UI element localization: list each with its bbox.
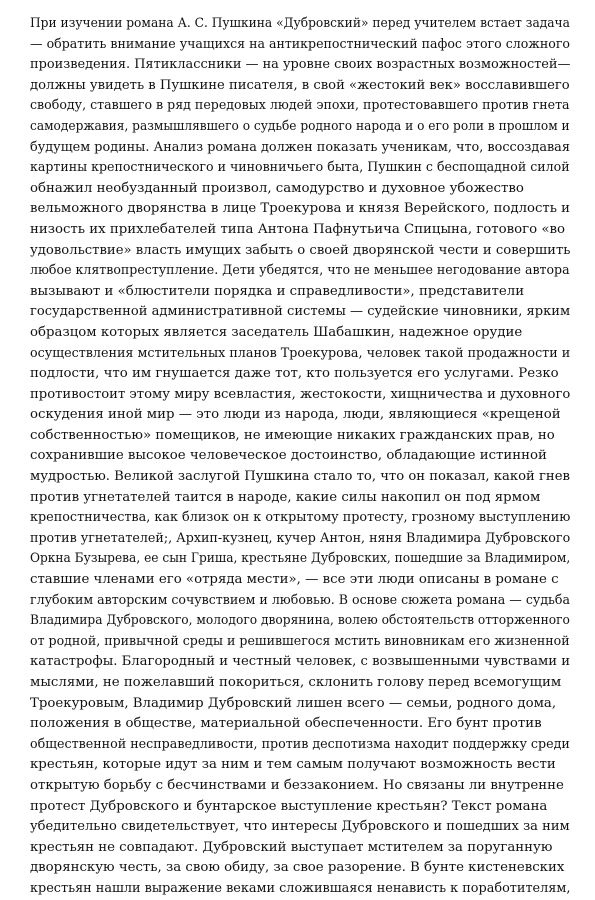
- text-line: подлости, что им гнушается даже тот, кто пользуется его услугами. Резко: [30, 366, 559, 382]
- text-line: обнажил необузданный произвол, самодурство и духовное убожество: [30, 180, 524, 196]
- text-line: будущем родины. Анализ романа должен показать ученикам, что, воссоздавая: [30, 139, 570, 155]
- text-line: протест Дубровского и бунтарское выступление крестьян? Текст романа: [30, 798, 548, 814]
- text-line: свободу, ставшего в ряд передовых людей эпохи, протестовавшего против гнета: [30, 98, 570, 114]
- text-line: удовольствие» власть имущих забыть о своей дворянской чести и совершить: [30, 242, 571, 258]
- text-line: от родной, привычной среды и решившегося мстить виновникам его жизненной: [30, 633, 570, 649]
- text-line: мыслями, не пожелавший покориться, склонить голову перед всемогущим: [30, 675, 562, 690]
- text-line: против угнетателей;, Архип-кузнец, кучер Антон, няня Владимира Дубровского: [30, 530, 571, 546]
- text-line: оскудения иной мир — это люди из народа, люди, являющиеся «крещеной: [30, 407, 561, 423]
- text-line: низость их прихлебателей типа Антона Пафнутьича Спицына, готового «во: [30, 221, 565, 237]
- text-line: — обратить внимание учащихся на антикрепостнический пафос этого сложного: [30, 36, 570, 52]
- text-line: ставшие членами его «отряда мести», — все эти люди описаны в романе с: [30, 572, 559, 588]
- text-line: крестьян не совпадают. Дубровский выступает мстителем за поруганную: [30, 839, 553, 855]
- text-line: картины крепостнического и чиновничьего быта, Пушкин с беспощадной силой: [30, 160, 570, 176]
- text-line: общественной несправедливости, против деспотизма находит поддержку среди: [30, 736, 570, 752]
- text-line: Владимира Дубровского, молодого дворянина, волею обстоятельств отторженного: [30, 613, 570, 629]
- text-line: вызывают и «блюстители порядка и справедливости», представители: [30, 283, 525, 299]
- text-line: крепостничества, как близок он к открытому протесту, грозному выступлению: [30, 510, 571, 526]
- text-line: осуществления мстительных планов Троекурова, человек такой продажности и: [30, 345, 571, 361]
- text-line: мудростью. Великой заслугой Пушкина стало то, что он показал, какой гнев: [30, 469, 570, 485]
- text-line: крестьян, которые идут за ним и тем самым получают возможность вести: [30, 757, 556, 773]
- text-line: собственностью» помещиков, не имеющие никаких гражданских прав, но: [30, 427, 555, 443]
- text-line: произведения. Пятиклассники — на уровне своих возрастных возможностей—: [30, 57, 571, 73]
- text-line: крестьян нашли выражение веками сложившаяся ненависть к поработителям,: [30, 880, 571, 896]
- text-line: открытую борьбу с бесчинствами и беззаконием. Но связаны ли внутренне: [30, 777, 564, 793]
- text-line: образцом которых является заседатель Шабашкин, надежное орудие: [30, 324, 523, 340]
- text-line: государственной административной системы — судейские чиновники, ярким: [30, 304, 571, 320]
- text-line: дворянскую честь, за свою обиду, за свое разорение. В бунте кистеневских: [30, 860, 565, 876]
- text-line: Оркна Бузырева, ее сын Гриша, крестьяне Дубровских, пошедшие за Владимиром,: [30, 551, 571, 567]
- text-line: противостоит этому миру всевластия, жестокости, хищничества и духовного: [30, 386, 571, 402]
- text-line: любое клятвопреступление. Дети убедятся, что не меньшее негодование автора: [30, 263, 570, 279]
- text-line: самодержавия, размышлявшего о судьбе родного народа и о его роли в прошлом и: [30, 118, 570, 134]
- text-line: убедительно свидетельствует, что интересы Дубровского и пошедших за ним: [30, 819, 570, 835]
- text-line: должны увидеть в Пушкине писателя, в свой «жестокий век» восславившего: [30, 77, 570, 93]
- text-line: глубоким авторским сочувствием и любовью. В основе сюжета романа — судьба: [30, 592, 570, 608]
- text-line: положения в обществе, материальной обеспеченности. Его бунт против: [30, 716, 542, 732]
- text-line: вельможного дворянства в лице Троекурова и князя Верейского, подлость и: [30, 201, 571, 217]
- text-line: катастрофы. Благородный и честный человек, с возвышенными чувствами и: [30, 654, 571, 670]
- text-line: против угнетателей таится в народе, какие силы накопил он под ярмом: [30, 489, 541, 505]
- text-line: При изучении романа А. С. Пушкина «Дубровский» перед учителем встает задача: [30, 16, 570, 31]
- text-line: Троекуровым, Владимир Дубровский лишен всего — семьи, родного дома,: [30, 695, 557, 711]
- body-text: [30, 14, 570, 900]
- text-line: сохранившие высокое человеческое достоинство, обладающие истинной: [30, 448, 547, 464]
